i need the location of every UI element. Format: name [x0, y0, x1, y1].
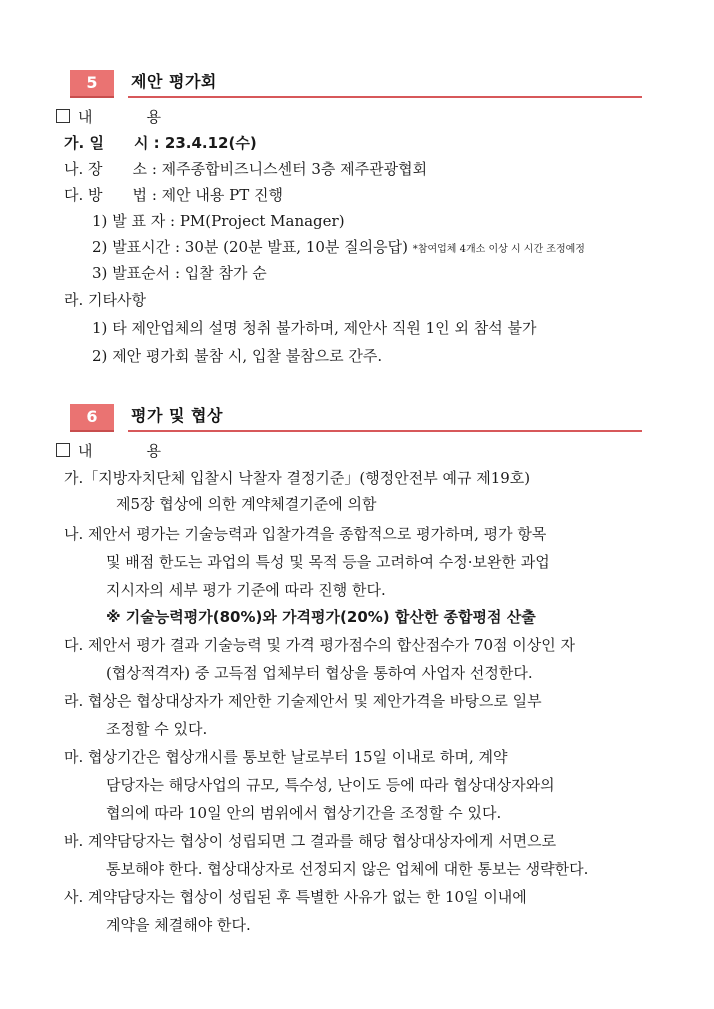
paragraph-ma-cont-2: 협의에 따라 10일 안의 범위에서 협상기간을 조정할 수 있다. [106, 804, 502, 822]
paragraph-marker: 바. [64, 832, 84, 850]
content-label-a: 내 [78, 108, 93, 126]
paragraph-ma-cont-1: 담당자는 해당사업의 규모, 특수성, 난이도 등에 따라 협상대상자와의 [106, 776, 555, 794]
paragraph-na-cont-2: 지시자의 세부 평가 기준에 따라 진행 한다. [106, 581, 386, 599]
item-label-a: 일 [89, 134, 104, 152]
sub-item-other-2 [92, 346, 382, 366]
section-title: 제안 평가회 [131, 72, 217, 91]
paragraph-ba-cont: 통보해야 한다. 협상대상자로 선정되지 않은 업체에 대한 통보는 생략한다. [106, 860, 589, 878]
content-heading [56, 107, 161, 127]
paragraph-ga-cont: 제5장 협상에 의한 계약체결기준에 의함 [116, 495, 377, 513]
item-value: 제안 내용 PT 진행 [161, 186, 284, 204]
sub-value: PM(Project Manager) [179, 212, 345, 230]
paragraph-marker: 다. [64, 636, 84, 654]
section-number-badge: 6 [70, 404, 114, 432]
sub-label: 발표시간 [112, 238, 171, 256]
item-marker: 라. [64, 291, 84, 309]
item-other [64, 290, 146, 310]
sub-text: 타 제안업체의 설명 청취 불가하며, 제안사 직원 1인 외 참석 불가 [112, 319, 537, 337]
paragraph-marker: 가. [64, 469, 84, 487]
paragraph-ra-cont: 조정할 수 있다. [106, 720, 208, 738]
item-value: 제주종합비즈니스센터 3층 제주관광협회 [161, 160, 428, 178]
paragraph-line: 계약담당자는 협상이 성립되면 그 결과를 해당 협상대상자에게 서면으로 [88, 832, 557, 850]
section-6-header [70, 404, 642, 434]
item-value: 23.4.12(수) [164, 134, 257, 152]
content-heading [56, 441, 161, 461]
paragraph-line: 협상은 협상대상자가 제안한 기술제안서 및 제안가격을 바탕으로 일부 [88, 692, 542, 710]
checkbox-square-icon [56, 443, 70, 457]
item-label-b: 시 [133, 134, 149, 152]
sub-value: 30분 (20분 발표, 10분 질의응답) [184, 238, 408, 256]
sub-item-duration [92, 237, 585, 260]
paragraph-ga [64, 468, 530, 488]
sub-text: 제안 평가회 불참 시, 입찰 불참으로 간주. [112, 347, 383, 365]
sub-item-order [92, 263, 267, 283]
emphasis-note: ※ 기술능력평가(80%)와 가격평가(20%) 합산한 종합평점 산출 [106, 608, 536, 626]
sub-value: 입찰 참가 순 [184, 264, 267, 282]
item-separator: : [151, 160, 157, 178]
paragraph-line: 제안서 평가 결과 기술능력 및 가격 평가점수의 합산점수가 70점 이상인 자 [88, 636, 576, 654]
sub-marker: 2) [92, 238, 108, 256]
content-label-a: 내 [78, 442, 93, 460]
paragraph-ra [64, 691, 542, 711]
sub-marker: 3) [92, 264, 108, 282]
item-marker: 나. [64, 160, 84, 178]
item-separator: : [151, 186, 157, 204]
sub-item-presenter [92, 211, 345, 231]
sub-note: *참여업체 4개소 이상 시 시간 조정예정 [412, 244, 585, 255]
paragraph-ma [64, 747, 508, 767]
paragraph-na [64, 524, 546, 544]
sub-item-other-1 [92, 318, 536, 338]
paragraph-line: 계약담당자는 협상이 성립된 후 특별한 사유가 없는 한 10일 이내에 [88, 888, 527, 906]
paragraph-ba [64, 831, 556, 851]
sub-separator: : [169, 212, 176, 230]
paragraph-marker: 나. [64, 525, 84, 543]
item-place [64, 159, 427, 179]
sub-label: 발 표 자 [112, 212, 166, 230]
item-marker: 다. [64, 186, 84, 204]
sub-separator: : [174, 264, 180, 282]
paragraph-marker: 마. [64, 748, 84, 766]
item-label-a: 방 [88, 186, 103, 204]
item-label-b: 소 [132, 160, 148, 178]
paragraph-marker: 사. [64, 888, 84, 906]
paragraph-line: 「지방자치단체 입찰시 낙찰자 결정기준」(행정안전부 예규 제19호) [83, 469, 531, 487]
item-separator: : [153, 134, 160, 152]
paragraph-sa-cont: 계약을 체결해야 한다. [106, 916, 251, 934]
section-5-header [70, 70, 642, 100]
sub-marker: 1) [92, 319, 108, 337]
paragraph-marker: 라. [64, 692, 84, 710]
section-title: 평가 및 협상 [131, 406, 223, 425]
item-method [64, 185, 283, 205]
section-rule [128, 430, 642, 432]
checkbox-square-icon [56, 109, 70, 123]
section-rule [128, 96, 642, 98]
paragraph-sa [64, 887, 527, 907]
paragraph-na-cont-1: 및 배점 한도는 과업의 특성 및 목적 등을 고려하여 수정·보완한 과업 [106, 553, 550, 571]
item-label: 기타사항 [88, 291, 147, 309]
item-label-b: 법 [132, 186, 148, 204]
paragraph-da [64, 635, 575, 655]
item-marker: 가. [64, 134, 85, 152]
sub-marker: 2) [92, 347, 108, 365]
item-date [64, 133, 257, 153]
item-label-a: 장 [88, 160, 103, 178]
paragraph-line: 협상기간은 협상개시를 통보한 날로부터 15일 이내로 하며, 계약 [88, 748, 508, 766]
sub-marker: 1) [92, 212, 108, 230]
paragraph-line: 제안서 평가는 기술능력과 입찰가격을 종합적으로 평가하며, 평가 항목 [88, 525, 547, 543]
content-label-b: 용 [146, 108, 161, 126]
paragraph-da-cont: (협상적격자) 중 고득점 업체부터 협상을 통하여 사업자 선정한다. [106, 664, 533, 682]
sub-separator: : [174, 238, 180, 256]
section-number-badge: 5 [70, 70, 114, 98]
sub-label: 발표순서 [112, 264, 171, 282]
content-label-b: 용 [146, 442, 161, 460]
